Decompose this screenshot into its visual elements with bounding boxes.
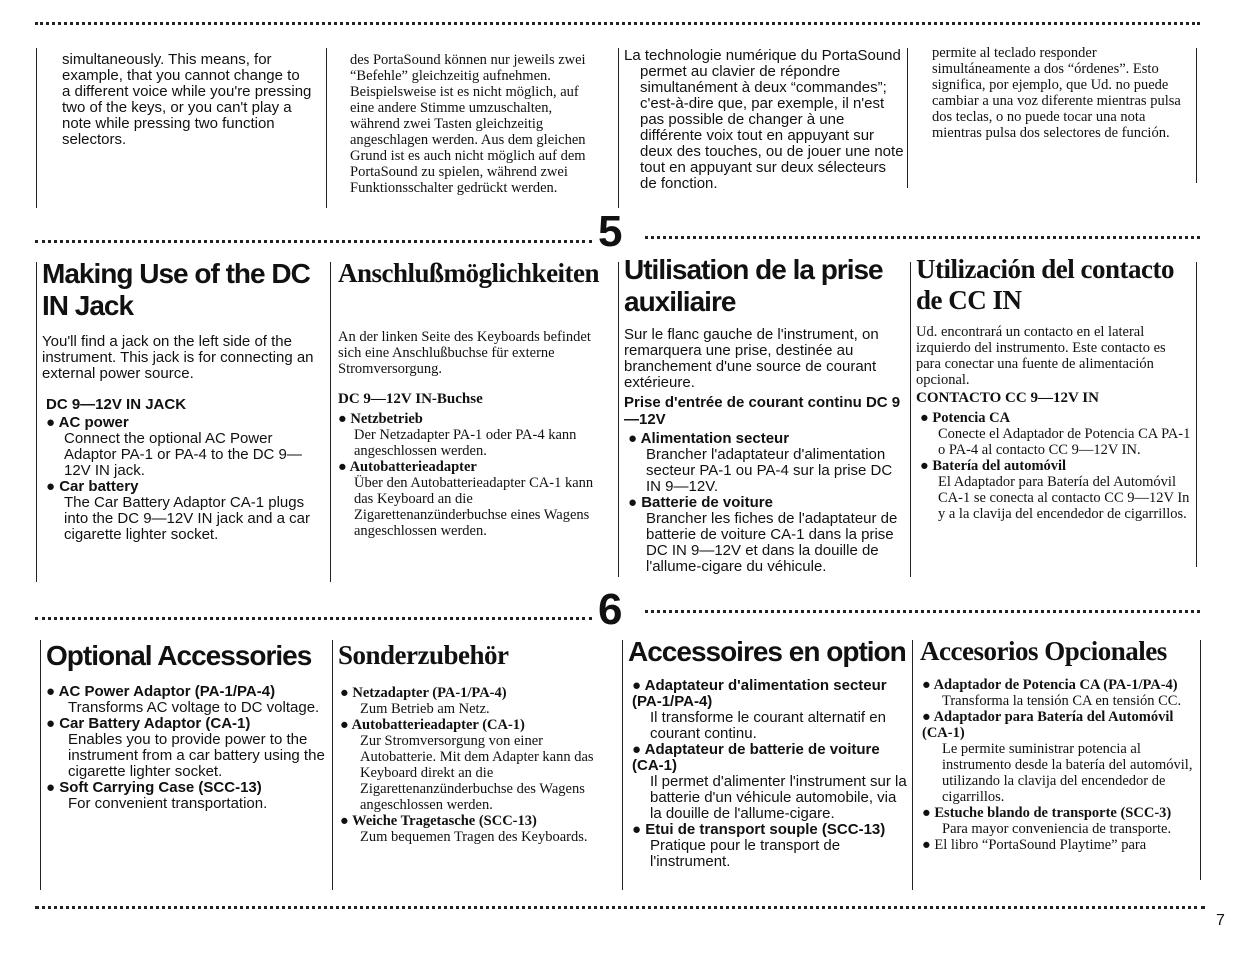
acc-en-item-text: For convenient transportation. xyxy=(68,795,268,812)
acc-fr-item-label: ● Adaptateur d'alimentation secteur (PA-1/PA-4) xyxy=(632,677,887,710)
acc-es-item-text: Para mayor conveniencia de transporte. xyxy=(942,821,1172,837)
acc-fr-item xyxy=(628,678,910,742)
acc-fr-item-text: Il permet d'alimenter l'instrument sur la batterie d'un véhicule automobile, via la douille de l'allume-cigare. xyxy=(650,773,907,822)
section-number-6: 6 xyxy=(598,585,623,634)
section6-rule-left xyxy=(35,617,592,620)
section5-rule-right xyxy=(645,236,1200,239)
acc-de-item-label: ● Autobatterieadapter (CA-1) xyxy=(340,717,525,733)
dcin-de-subheading: DC 9—12V IN-Buchse xyxy=(338,391,483,407)
acc-de-item xyxy=(338,717,616,813)
dcin-es-subheading: CONTACTO CC 9—12V IN xyxy=(916,390,1099,406)
section5-rule-left xyxy=(35,240,592,243)
acc-en-title: Optional Accessories xyxy=(46,640,312,671)
dcin-fr-item xyxy=(624,431,908,495)
acc-fr-item-text: Il transforme le courant alternatif en courant continu. xyxy=(650,709,886,742)
column-rule xyxy=(910,262,911,577)
acc-es-column xyxy=(920,636,1196,890)
acc-fr-item-text: Pratique pour le transport de l'instrument. xyxy=(650,837,841,870)
acc-de-item xyxy=(338,685,616,717)
acc-es-item-label: ● Estuche blando de transporte (SCC-3) xyxy=(922,805,1172,821)
column-rule xyxy=(40,640,41,890)
dcin-de-item-label: ● Netzbetrieb xyxy=(338,411,423,427)
dcin-fr-item-label: ● Batterie de voiture xyxy=(628,494,773,511)
top-de-text: des PortaSound können nur jeweils zwei “Befehle” gleichzeitig aufnehmen. Beispielsweise ist es nicht möglich, auf eine andere Stimme umzuschalten, während zwei Tasten gleichzeitig angeschlagen werden. Aus dem gleichen Grund ist es auch nicht möglich auf dem PortaSound zu spielen, während zwei Funktionsschalter gedrückt werden. xyxy=(350,52,586,196)
dcin-es-column xyxy=(916,254,1192,564)
acc-en-item-text: Transforms AC voltage to DC voltage. xyxy=(68,699,320,716)
dcin-en-item-text: The Car Battery Adaptor CA-1 plugs into the DC 9—12V IN jack and a car cigarette lighter socket. xyxy=(64,494,310,543)
column-rule xyxy=(326,48,327,208)
dcin-de-item-text: Der Netzadapter PA-1 oder PA-4 kann angeschlossen werden. xyxy=(354,427,577,459)
acc-es-item-label: ● Adaptador de Potencia CA (PA-1/PA-4) xyxy=(922,677,1178,693)
dcin-en-column xyxy=(42,258,327,558)
acc-de-column xyxy=(338,640,616,850)
acc-en-item-text: Enables you to provide power to the instrument from a car battery using the cigarette lighter socket. xyxy=(68,731,325,780)
acc-en-item xyxy=(46,780,330,812)
top-de-column xyxy=(350,52,600,196)
dcin-es-item-label: ● Potencia CA xyxy=(920,410,1011,426)
dcin-de-item xyxy=(338,411,616,459)
section-number-5: 5 xyxy=(598,207,623,256)
dcin-es-title: Utilización del contacto de CC IN xyxy=(916,254,1174,315)
acc-es-title: Accesorios Opcionales xyxy=(920,636,1167,666)
acc-de-title: Sonderzubehör xyxy=(338,640,509,670)
column-rule xyxy=(912,640,913,890)
acc-en-column xyxy=(46,640,330,840)
dcin-de-title: Anschlußmöglichkeiten xyxy=(338,258,600,288)
column-rule xyxy=(618,48,619,208)
acc-en-item-label: ● Soft Carrying Case (SCC-13) xyxy=(46,779,262,796)
acc-fr-item-label: ● Etui de transport souple (SCC-13) xyxy=(632,821,886,838)
dcin-en-item-label: ● Car battery xyxy=(46,478,139,495)
acc-es-item xyxy=(920,837,1196,853)
dcin-es-item-text: El Adaptador para Batería del Automóvil CA-1 se conecta al contacto CC 9—12V In y a la clavija del encendedor de cigarrillos. xyxy=(938,474,1190,522)
dcin-fr-column xyxy=(624,254,908,579)
acc-es-item-text: Transforma la tensión CA en tensión CC. xyxy=(942,693,1182,709)
dcin-fr-item-text: Brancher les fiches de l'adaptateur de batterie de voiture CA-1 dans la prise DC IN 9—12V et dans la douille de l'allume-cigare du véhicule. xyxy=(646,510,898,575)
dcin-de-item xyxy=(338,459,616,539)
top-fr-text: La technologie numérique du PortaSound permet au clavier de répondre simultanément à deux “commandes”; c'est-à-dire que, par exemple, il n'est pas possible de changer à une différente voix tout en appuyant sur deux des touches, ou de jouer une note tout en appuyant sur deux sélecteurs de fonction. xyxy=(624,48,904,192)
dcin-fr-subheading: Prise d'entrée de courant continu DC 9—12V xyxy=(624,394,901,428)
dcin-en-subheading: DC 9—12V IN JACK xyxy=(46,396,187,413)
dcin-fr-item-text: Brancher l'adaptateur d'alimentation secteur PA-1 ou PA-4 sur la prise DC IN 9—12V. xyxy=(646,446,893,495)
acc-de-item-text: Zur Stromversorgung von einer Autobatterie. Mit dem Adapter kann das Keyboard direkt an die Zigarettenanzünderbuchse des Wagens angeschlossen werden. xyxy=(360,733,594,813)
dcin-en-intro: You'll find a jack on the left side of the instrument. This jack is for connecting an external power source. xyxy=(42,333,314,382)
top-en-text: simultaneously. This means, for example, that you cannot change to a different voice while you're pressing two of the keys, or you can't play a note while pressing two function selectors. xyxy=(62,52,312,148)
section6-rule-right xyxy=(645,610,1200,613)
top-es-text: permite al teclado responder simultáneamente a dos “órdenes”. Esto significa, por ejemplo, que Ud. no puede cambiar a una voz diferente mientras pulsa dos teclas, o no puede tocar una nota mientras pulsa dos selectores de función. xyxy=(932,45,1181,141)
acc-es-item-label: ● Adaptador para Batería del Automóvil (CA-1) xyxy=(922,709,1174,741)
acc-en-item xyxy=(46,716,330,780)
acc-es-item xyxy=(920,709,1196,805)
acc-fr-item xyxy=(628,822,910,870)
top-en-column xyxy=(62,52,312,148)
dcin-de-item-label: ● Autobatterieadapter xyxy=(338,459,477,475)
acc-fr-title: Accessoires en option xyxy=(628,636,906,667)
acc-de-item-text: Zum bequemen Tragen des Keyboards. xyxy=(360,829,588,845)
column-rule xyxy=(330,262,331,582)
acc-fr-item xyxy=(628,742,910,822)
acc-en-item xyxy=(46,684,330,716)
dcin-es-intro: Ud. encontrará un contacto en el lateral izquierdo del instrumento. Este contacto es para conectar una fuente de alimentación opcional. xyxy=(916,324,1166,388)
top-es-column xyxy=(932,45,1182,141)
dcin-de-column xyxy=(338,258,616,558)
dcin-de-item-text: Über den Autobatterieadapter CA-1 kann das Keyboard an die Zigarettenanzünderbuchse eines Wagens angeschlossen werden. xyxy=(354,475,594,539)
dcin-en-title: Making Use of the DC IN Jack xyxy=(42,258,310,321)
acc-de-item xyxy=(338,813,616,845)
page-number: 7 xyxy=(1216,912,1225,929)
dcin-es-item-text: Conecte el Adaptador de Potencia CA PA-1 o PA-4 al contacto CC 9—12V IN. xyxy=(938,426,1191,458)
column-rule xyxy=(1200,640,1201,880)
dcin-en-item-text: Connect the optional AC Power Adaptor PA-1 or PA-4 to the DC 9—12V IN jack. xyxy=(64,430,302,479)
dcin-en-item xyxy=(42,479,327,543)
dcin-es-item xyxy=(916,410,1192,458)
column-rule xyxy=(332,640,333,890)
acc-de-item-label: ● Weiche Tragetasche (SCC-13) xyxy=(340,813,537,829)
dcin-fr-title: Utilisation de la prise auxiliaire xyxy=(624,254,883,317)
column-rule xyxy=(618,262,619,577)
dcin-de-intro: An der linken Seite des Keyboards befindet sich eine Anschlußbuchse für externe Stromversorgung. xyxy=(338,329,591,377)
dcin-es-item-label: ● Batería del automóvil xyxy=(920,458,1067,474)
dcin-fr-intro: Sur le flanc gauche de l'instrument, on remarquera une prise, destinée au branchement d'une source de courant extérieure. xyxy=(624,326,879,391)
acc-es-item-label: ● El libro “PortaSound Playtime” para xyxy=(922,837,1147,853)
dcin-en-item-label: ● AC power xyxy=(46,414,129,431)
column-rule xyxy=(1196,48,1197,183)
dcin-fr-item-label: ● Alimentation secteur xyxy=(628,430,790,447)
column-rule xyxy=(36,48,37,208)
acc-fr-column xyxy=(628,636,910,896)
acc-es-item xyxy=(920,677,1196,709)
bottom-dotted-rule xyxy=(35,906,1205,909)
dcin-en-item xyxy=(42,415,327,479)
top-fr-column xyxy=(624,48,904,192)
column-rule xyxy=(1196,262,1197,567)
acc-en-item-label: ● Car Battery Adaptor (CA-1) xyxy=(46,715,251,732)
column-rule xyxy=(907,48,908,188)
acc-en-item-label: ● AC Power Adaptor (PA-1/PA-4) xyxy=(46,683,276,700)
acc-de-item-label: ● Netzadapter (PA-1/PA-4) xyxy=(340,685,507,701)
dcin-es-item xyxy=(916,458,1192,522)
acc-es-item xyxy=(920,805,1196,837)
dcin-fr-item xyxy=(624,495,908,575)
acc-fr-item-label: ● Adaptateur de batterie de voiture (CA-1) xyxy=(632,741,880,774)
acc-de-item-text: Zum Betrieb am Netz. xyxy=(360,701,490,717)
top-dotted-rule xyxy=(35,22,1200,25)
column-rule xyxy=(622,640,623,890)
acc-es-item-text: Le permite suministrar potencia al instrumento desde la batería del automóvil, utilizando la clavija del encendedor de cigarrillos. xyxy=(942,741,1193,805)
column-rule xyxy=(36,262,37,582)
